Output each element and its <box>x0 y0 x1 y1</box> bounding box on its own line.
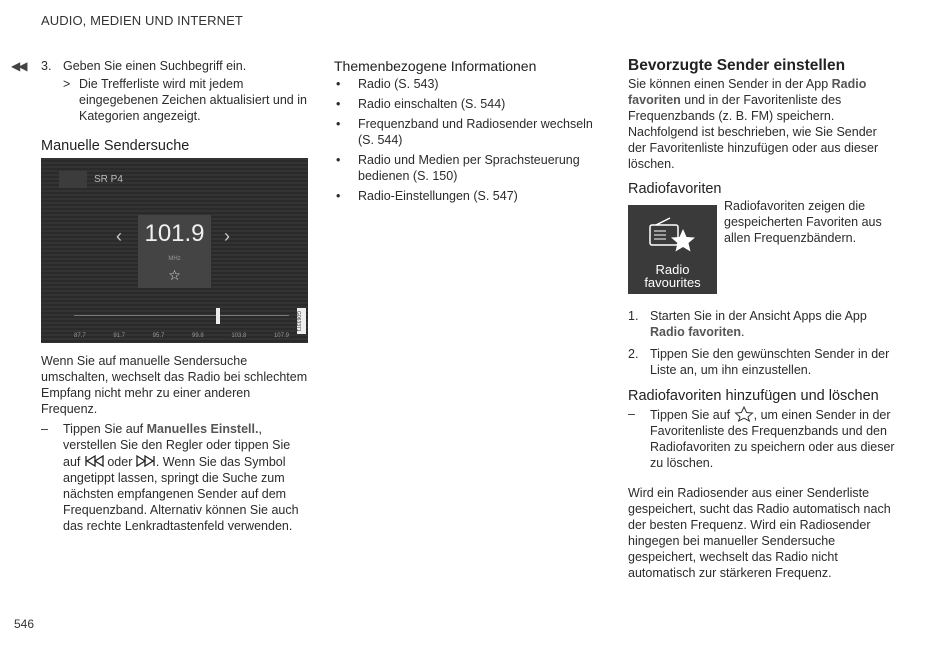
related-link[interactable]: • Radio (S. 543) <box>334 76 596 92</box>
app-icon-label-line2: favourites <box>644 275 701 290</box>
radiofavorites-subheading: Radiofavoriten <box>628 181 722 197</box>
related-links <box>334 76 596 204</box>
keyword-radio-favorites: Radio favoriten <box>650 325 741 339</box>
dash-marker: – <box>41 422 48 436</box>
star-icon: ☆ <box>168 267 181 283</box>
radiofavorites-description: Radiofavoriten zeigen die gespeicherten Favoriten aus allen Frequenzbändern. <box>724 199 882 245</box>
column-right <box>628 58 896 581</box>
related-link[interactable]: • Frequenzband und Radiosender wechseln (S. 544) <box>334 116 596 148</box>
page-number: 546 <box>14 617 35 631</box>
instruction-text: oder <box>107 455 136 469</box>
instruction-text: Tippen Sie auf <box>63 422 147 436</box>
chevron-left-icon: ‹ <box>116 226 122 246</box>
radio-screen-illustration <box>41 158 308 343</box>
radio-star-icon <box>648 217 698 257</box>
station-name: SR P4 <box>94 174 123 185</box>
related-info-heading: Themenbezogene Informationen <box>334 58 537 74</box>
result-marker: > <box>63 77 71 91</box>
related-link[interactable]: • Radio-Einstellungen (S. 547) <box>334 188 596 204</box>
step-number: 3. <box>41 59 52 73</box>
frequency-value: 101.9 <box>144 220 205 247</box>
frequency-scale <box>74 315 289 316</box>
tick-label: 87.7 <box>74 333 86 339</box>
image-code: G063371 <box>297 308 306 334</box>
step-text: . <box>741 325 745 339</box>
section-heading-manual-search: Manuelle Sendersuche <box>41 138 190 154</box>
step-3 <box>41 58 309 74</box>
dash-marker: – <box>628 407 635 421</box>
step-text: Tippen Sie den gewünschten Sender in der Liste an, um ihn einzustellen. <box>650 347 890 377</box>
intro-text: Sie können einen Sender in der App <box>628 77 832 91</box>
add-remove-favorites-subheading: Radiofavoriten hinzufügen und löschen <box>628 388 879 404</box>
page-header: AUDIO, MEDIEN UND INTERNET <box>41 13 243 28</box>
result-text: Die Trefferliste wird mit jedem eingegebenen Zeichen aktualisiert und in Kategorien angezeigt. <box>79 77 307 123</box>
tick-label: 103.8 <box>231 333 247 339</box>
tick-label: 107.9 <box>273 333 289 339</box>
chevron-right-icon: › <box>224 226 230 246</box>
step-text: Geben Sie einen Suchbegriff ein. <box>63 59 247 73</box>
step-number: 1. <box>628 309 639 323</box>
manual-search-paragraph: Wenn Sie auf manuelle Sendersuche umschalten, wechselt das Radio bei schlechtem Empfang nicht mehr zu einer anderen Frequenz. <box>41 354 308 416</box>
instruction-text: , um einen Sender in der Favoritenliste des Frequenzbands und den Radiofavoriten zu speichern oder aus dieser zu löschen. <box>650 408 895 470</box>
column-left <box>41 58 309 534</box>
radio-favourites-app-row <box>628 198 896 296</box>
app-icon-label-line1: Radio <box>655 262 690 277</box>
column-middle <box>334 58 596 208</box>
frequency-ticks <box>74 328 289 344</box>
instruction-text: , verstellen Sie den Regler oder tippen Sie auf <box>63 422 291 469</box>
related-link[interactable]: • Radio einschalten (S. 544) <box>334 96 596 112</box>
closing-paragraph: Wird ein Radiosender aus einer Senderliste gespeichert, sucht das Radio automatisch nach der besten Frequenz. Wird ein Radiosender hingegen bei manueller Sendersuche gespeichert, wechselt das Radio nicht automatisch zur stärkeren Frequenz. <box>628 486 891 580</box>
add-remove-instruction <box>628 406 896 471</box>
step-number: 2. <box>628 347 639 361</box>
favorites-heading: Bevorzugte Sender einstellen <box>628 57 846 74</box>
step-3-result <box>63 76 309 124</box>
instruction-text: Tippen Sie auf <box>650 408 734 422</box>
keyword-radio-favorites: Radio favoriten <box>628 77 867 107</box>
back-arrows-icon[interactable]: ◀◀ <box>11 59 26 73</box>
intro-text: und in der Favoritenliste des Frequenzbands (z. B. FM) speichern. Nachfolgend ist beschrieben, wie Sie Sender der Favoritenliste hinzufügen oder aus dieser löschen. <box>628 93 879 171</box>
tick-label: 95.7 <box>152 333 165 339</box>
tick-label: 99.8 <box>191 333 204 339</box>
tuning-marker <box>216 308 220 324</box>
skip-back-icon <box>84 453 104 469</box>
station-logo <box>59 171 87 188</box>
keyword-manual-setting: Manuelles Einstell. <box>146 422 259 436</box>
fav-step-1 <box>628 308 896 340</box>
tick-label: 91.7 <box>113 333 126 339</box>
skip-forward-icon <box>136 453 156 469</box>
fav-step-2 <box>628 346 896 378</box>
manual-search-instruction <box>41 421 309 534</box>
star-outline-icon <box>734 406 754 422</box>
favorites-intro <box>628 76 896 172</box>
app-icon-label <box>628 263 717 289</box>
frequency-unit: MHz <box>168 256 181 262</box>
related-link[interactable]: • Radio und Medien per Sprachsteuerung bedienen (S. 150) <box>334 152 596 184</box>
radio-favourites-app-icon[interactable] <box>628 205 717 294</box>
instruction-text: . Wenn Sie das Symbol angetippt lassen, springt die Suche zum nächsten empfangenen Sender auf dem Frequenzband. Alternativ können Sie auch das rechte Lenkradtastenfeld verwenden. <box>63 455 299 533</box>
step-text: Starten Sie in der Ansicht Apps die App <box>650 309 867 323</box>
